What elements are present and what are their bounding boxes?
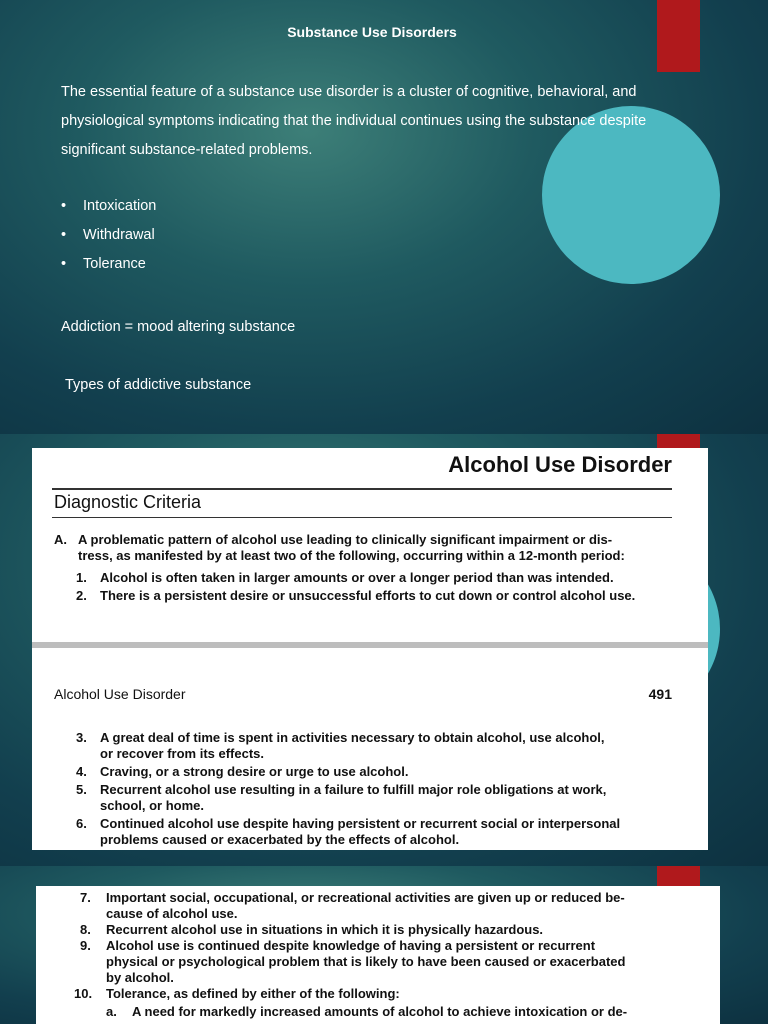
bullet-item-tolerance: • Tolerance	[61, 250, 156, 279]
criterion-item-2	[76, 588, 696, 604]
item-text: Alcohol is often taken in larger amounts or over a longer period than was intended.	[100, 570, 614, 585]
item-number: 3.	[76, 730, 87, 745]
item-text: Continued alcohol use despite having persistent or recurrent social or interpersonal	[100, 816, 621, 831]
slide-title: Substance Use Disorders	[287, 24, 457, 40]
item-text: Craving, or a strong desire or urge to use alcohol.	[100, 764, 409, 779]
slide-1	[0, 0, 768, 434]
item-number: 4.	[76, 764, 87, 779]
document-subheading: Diagnostic Criteria	[54, 492, 202, 512]
criteria-image-page-1	[32, 448, 708, 642]
criterion-a	[54, 532, 684, 564]
item-text: by alcohol.	[106, 970, 174, 985]
divider	[52, 488, 672, 490]
paragraph-line: physiological symptoms indicating that the individual continues using the substance despite	[61, 113, 647, 129]
item-number: 2.	[76, 588, 87, 603]
slide-2	[0, 434, 768, 866]
item-text: or recover from its effects.	[100, 746, 265, 761]
criteria-image-page-3	[36, 886, 720, 1024]
item-number: 6.	[76, 816, 87, 831]
addiction-definition: Addiction = mood altering substance	[61, 319, 296, 335]
red-accent-bar	[657, 866, 700, 888]
criterion-item-3	[76, 730, 696, 762]
item-number: 1.	[76, 570, 87, 585]
page-number: 491	[648, 686, 672, 702]
item-text: cause of alcohol use.	[106, 906, 238, 921]
running-head-title: Alcohol Use Disorder	[54, 686, 186, 702]
item-text: Recurrent alcohol use resulting in a failure to fulfill major role obligations at work,	[100, 782, 607, 797]
item-number: 5.	[76, 782, 87, 797]
criterion-item-8	[74, 922, 714, 938]
criterion-item-9	[74, 938, 714, 986]
criterion-text: A problematic pattern of alcohol use leading to clinically significant impairment or dis-	[78, 532, 613, 547]
item-letter: a.	[106, 1004, 117, 1019]
definition-paragraph	[61, 78, 661, 165]
document-heading: Alcohol Use Disorder	[448, 452, 672, 477]
item-text: physical or psychological problem that is likely to have been caused or exacerbated	[106, 954, 626, 969]
running-head	[54, 686, 672, 702]
paragraph-line: significant substance-related problems.	[61, 142, 313, 158]
criterion-subitem-a	[106, 1004, 716, 1020]
slide-3	[0, 866, 768, 1024]
item-number: 7.	[80, 890, 91, 905]
criteria-image-page-2	[32, 648, 708, 850]
bullet-item-intoxication: • Intoxication	[61, 192, 156, 221]
paragraph-line: The essential feature of a substance use disorder is a cluster of cognitive, behavioral, and	[61, 84, 637, 100]
criterion-text: tress, as manifested by at least two of the following, occurring within a 12-month period:	[78, 548, 625, 563]
item-number: 10.	[74, 986, 93, 1001]
item-number: 9.	[80, 938, 91, 953]
criterion-label: A.	[54, 532, 67, 547]
divider	[52, 517, 672, 518]
criterion-item-4	[76, 764, 696, 780]
bullet-item-withdrawal: • Withdrawal	[61, 221, 156, 250]
item-number: 8.	[80, 922, 91, 937]
types-heading: Types of addictive substance	[65, 377, 252, 393]
item-text: A need for markedly increased amounts of alcohol to achieve intoxication or de-	[132, 1004, 628, 1019]
criterion-item-6	[76, 816, 696, 848]
criterion-item-7	[74, 890, 714, 922]
item-text: Important social, occupational, or recreational activities are given up or reduced be-	[106, 890, 625, 905]
item-text: school, or home.	[100, 798, 205, 813]
item-text: Recurrent alcohol use in situations in which it is physically hazardous.	[106, 922, 544, 937]
symptom-bullet-list	[61, 192, 156, 279]
criterion-item-5	[76, 782, 696, 814]
item-text: problems caused or exacerbated by the effects of alcohol.	[100, 832, 460, 847]
item-text: Tolerance, as defined by either of the following:	[106, 986, 400, 1001]
item-text: Alcohol use is continued despite knowledge of having a persistent or recurrent	[106, 938, 596, 953]
criterion-item-1	[76, 570, 696, 586]
criterion-item-10	[74, 986, 714, 1002]
item-text: There is a persistent desire or unsuccessful efforts to cut down or control alcohol use.	[100, 588, 636, 603]
item-text: A great deal of time is spent in activities necessary to obtain alcohol, use alcohol,	[100, 730, 605, 745]
